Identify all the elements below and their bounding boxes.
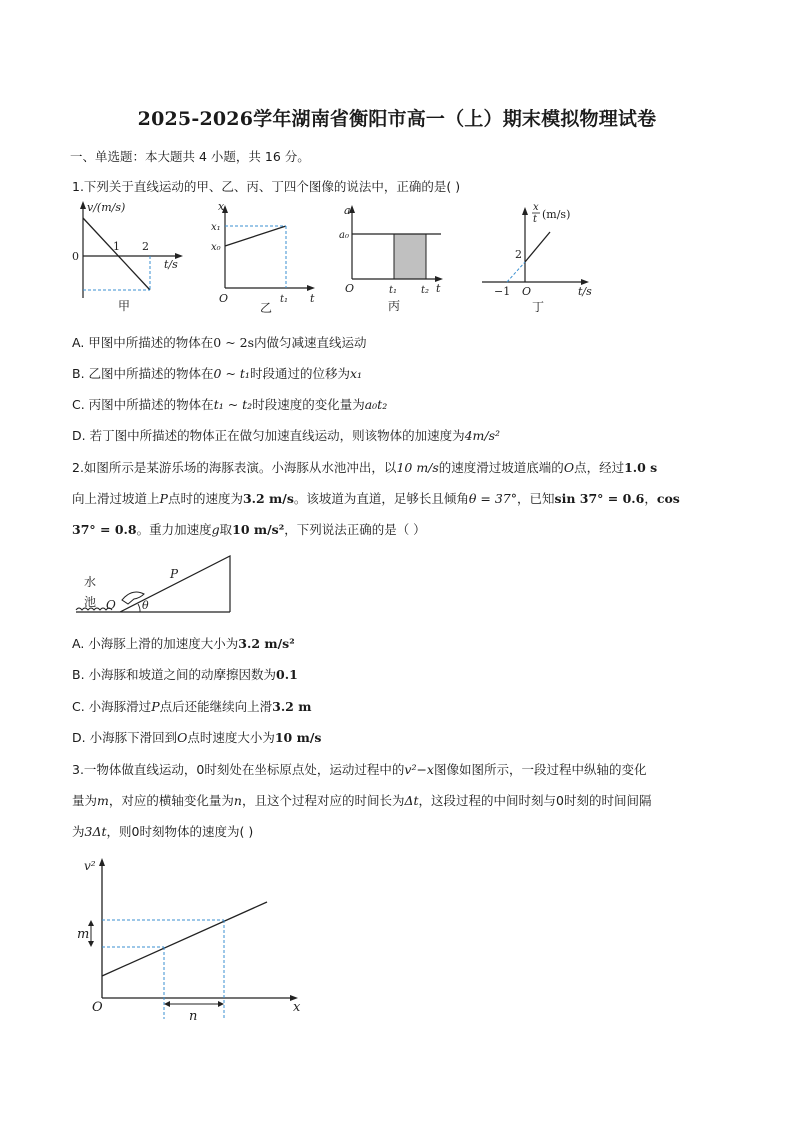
jia-line xyxy=(83,218,150,290)
ramp-p-label: P xyxy=(170,567,179,581)
theta-arc xyxy=(138,604,140,612)
bing-xlabel: t xyxy=(436,282,441,295)
bing-ylabel: a xyxy=(344,204,351,217)
q3-figure-v2x xyxy=(74,854,314,1024)
n-bracket-arrow-left xyxy=(164,1001,170,1007)
yi-x0: x₀ xyxy=(211,242,221,253)
q1-stem: 1.下列关于直线运动的甲、乙、丙、丁四个图像的说法中，正确的是( ) xyxy=(72,179,461,194)
bing-a0: a₀ xyxy=(339,230,349,241)
q2-figure-ramp xyxy=(72,550,242,618)
ding-dash-extension xyxy=(507,262,525,282)
jia-xlabel: t/s xyxy=(164,258,178,271)
graph-bing xyxy=(338,198,458,318)
water-label-1: 水 xyxy=(84,575,97,589)
yi-ylabel: x xyxy=(218,200,225,213)
q1-option-c: C. 丙图中所描述的物体在t₁ ~ t₂时段速度的变化量为a₀t₂ xyxy=(72,397,388,412)
yi-x-arrow xyxy=(307,285,315,291)
q2-line1: 2.如图所示是某游乐场的海豚表演。小海豚从水池冲出，以10 m/s的速度滑过坡道底端的O点，经过1.0 s xyxy=(72,460,658,475)
jia-ylabel: v/(m/s) xyxy=(87,201,126,214)
jia-one: 1 xyxy=(113,240,120,253)
q3-line3: 为3Δt，则0时刻物体的速度为( ) xyxy=(72,824,254,839)
v2x-origin: O xyxy=(92,1000,103,1015)
v2x-line xyxy=(102,902,267,976)
q2-option-c: C. 小海豚滑过P点后还能继续向上滑3.2 m xyxy=(72,699,312,714)
yi-t1: t₁ xyxy=(280,294,289,305)
ding-two: 2 xyxy=(515,248,522,261)
m-bracket-arrow-up xyxy=(88,920,94,926)
jia-y-arrow xyxy=(80,201,86,209)
q1-option-d: D. 若丁图中所描述的物体正在做匀加速直线运动，则该物体的加速度为4m/s² xyxy=(72,428,501,443)
q2-option-b: B. 小海豚和坡道之间的动摩擦因数为0.1 xyxy=(72,667,298,682)
yi-xlabel: t xyxy=(310,292,315,305)
bing-t2: t₂ xyxy=(421,285,430,296)
ding-neg1: −1 xyxy=(494,285,511,298)
ding-name: 丁 xyxy=(532,300,545,314)
q2-option-a: A. 小海豚上滑的加速度大小为3.2 m/s² xyxy=(72,636,295,651)
graph-ding xyxy=(478,198,608,320)
v2x-y-arrow xyxy=(99,858,105,866)
dolphin-icon xyxy=(122,592,144,604)
graph-jia xyxy=(70,198,190,314)
yi-origin: O xyxy=(219,292,229,305)
q2-line2: 向上滑过坡道上P点时的速度为3.2 m/s。该坡道为直道，足够长且倾角θ = 37°，已知sin 37° = 0.6，cos xyxy=(72,491,680,506)
ramp-theta-label: θ xyxy=(142,599,149,612)
jia-zero: 0 xyxy=(72,250,79,263)
q2-option-d: D. 小海豚下滑回到O点时速度大小为10 m/s xyxy=(72,730,322,745)
jia-two: 2 xyxy=(142,240,149,253)
q3-line2: 量为m，对应的横轴变化量为n，且这个过程对应的时间长为Δt，这段过程的中间时刻与0时刻的时间间隔 xyxy=(72,793,652,808)
ramp-o-label: O xyxy=(106,598,116,612)
q2-line3: 37° = 0.8。重力加速度g取10 m/s²，下列说法正确的是（ ） xyxy=(72,522,426,537)
ramp-outline xyxy=(120,556,230,612)
ding-line xyxy=(525,232,550,262)
yi-x1: x₁ xyxy=(211,222,221,233)
q1-option-a: A. 甲图中所描述的物体在0 ~ 2s内做匀减速直线运动 xyxy=(72,335,367,350)
v2x-n-label: n xyxy=(189,1009,198,1024)
q1-option-b: B. 乙图中所描述的物体在0 ~ t₁时段通过的位移为x₁ xyxy=(72,366,363,381)
v2x-ylabel: v² xyxy=(84,859,96,873)
ding-ylabel-den: t xyxy=(533,214,538,225)
bing-shaded-area xyxy=(394,234,426,279)
ding-y-arrow xyxy=(522,207,528,215)
page-title: 2025-2026学年湖南省衡阳市高一（上）期末模拟物理试卷 xyxy=(137,108,657,130)
n-bracket-arrow-right xyxy=(218,1001,224,1007)
water-label-2: 池 xyxy=(84,595,97,609)
bing-origin: O xyxy=(345,282,355,295)
section-heading: 一、单选题：本大题共 4 小题，共 16 分。 xyxy=(70,149,310,164)
graph-yi xyxy=(210,198,330,318)
ding-ylabel-num: x xyxy=(533,202,539,213)
v2x-m-label: m xyxy=(77,927,90,942)
yi-line xyxy=(225,226,286,246)
jia-name: 甲 xyxy=(118,299,131,313)
bing-name: 丙 xyxy=(388,299,401,313)
ding-ylabel-unit: (m/s) xyxy=(542,208,571,221)
yi-name: 乙 xyxy=(260,301,273,315)
bing-t1: t₁ xyxy=(389,285,398,296)
q3-line1: 3.一物体做直线运动，0时刻处在坐标原点处，运动过程中的v²−x图像如图所示，一段过程中纵轴的变化 xyxy=(72,762,647,777)
v2x-xlabel: x xyxy=(293,1000,301,1015)
ding-xlabel: t/s xyxy=(578,285,592,298)
ding-origin: O xyxy=(522,285,532,298)
